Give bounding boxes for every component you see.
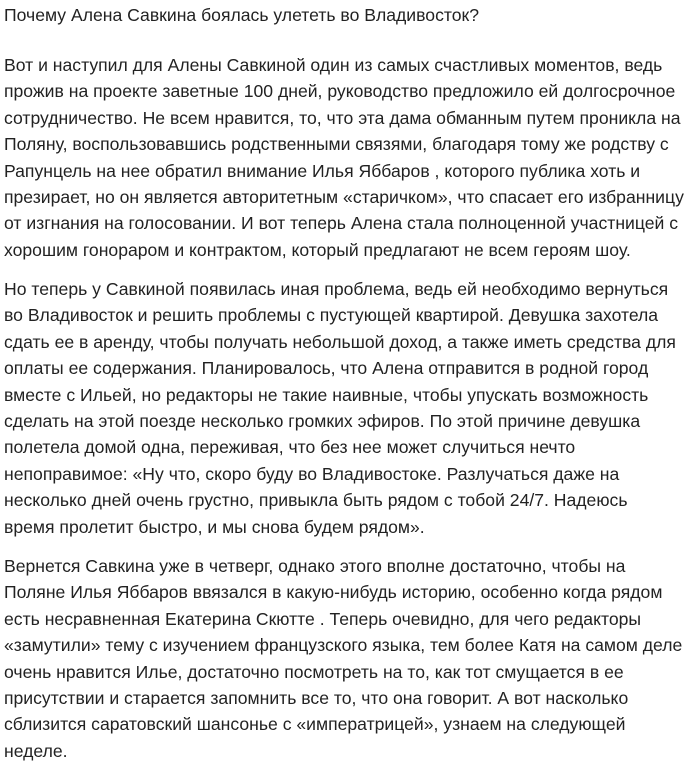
paragraph-line: во Владивосток и решить проблемы с пустующей квартирой. Девушка захотела [4, 305, 659, 326]
article-title: Почему Алена Савкина боялась улететь во Владивосток? [4, 5, 479, 25]
paragraph-line: сдать ее в аренду, чтобы получать небольшой доход, а также иметь средства для [4, 331, 676, 352]
paragraph-line: непоправимое: «Ну что, скоро буду во Владивостоке. Разлучаться даже на [4, 463, 620, 484]
paragraph-2 [4, 276, 676, 540]
paragraph-line: неделе. [4, 740, 68, 761]
paragraph-line: презирает, но он является авторитетным «старичком», что спасает его избранницу [4, 186, 684, 207]
paragraph-line: оплаты ее содержания. Планировалось, что Алена отправится в родной город [4, 358, 649, 379]
paragraph-line: полетела домой одна, переживая, что без нее может случиться нечто [4, 437, 576, 458]
paragraph-line: Вернется Савкина уже в четверг, однако этого вполне достаточно, чтобы на [4, 556, 626, 576]
paragraph-line: сотрудничество. Не всем нравится, то, что эта дама обманным путем проникла на [4, 107, 681, 128]
paragraph-line: от изгнания на голосовании. И вот теперь Алена стала полноценной участницей с [4, 213, 679, 234]
paragraph-line: Вот и наступил для Алены Савкиной один из самых счастливых моментов, ведь [4, 55, 663, 75]
paragraph-line: сделать на этой поезде несколько громких эфиров. По этой причине девушка [4, 410, 641, 431]
paragraph-line: Поляну, воспользовавшись родственными связями, благодаря тому же родству с [4, 134, 669, 155]
paragraph-line: время пролетит быстро, и мы снова будем рядом». [4, 516, 425, 537]
paragraph-line: Рапунцель на нее обратил внимание Илья Яббаров , которого публика хоть и [4, 160, 641, 181]
paragraph-line: Но теперь у Савкиной появилась иная проблема, ведь ей необходимо вернуться [4, 279, 669, 299]
paragraph-line: есть несравненная Екатерина Скютте . Теперь очевидно, для чего редакторы [4, 608, 642, 629]
paragraph-line: хорошим гонораром и контрактом, который предлагают не всем героям шоу. [4, 239, 631, 260]
paragraph-1 [4, 52, 684, 263]
paragraph-line: прожив на проекте заветные 100 дней, руководство предложило ей долгосрочное [4, 81, 676, 102]
paragraph-line: Поляне Илья Яббаров ввязался в какую-нибудь историю, особенно когда рядом [4, 582, 663, 603]
paragraph-line: «замутили» тему с изучением французского языка, тем более Катя на самом деле [4, 635, 683, 656]
paragraph-line: сблизится саратовский шансонье с «императрицей», узнаем на следующей [4, 714, 626, 735]
paragraph-line: очень нравится Илье, достаточно посмотреть на то, как тот смущается в ее [4, 661, 624, 682]
paragraph-line: вместе с Ильей, но редакторы не такие наивные, чтобы упускать возможность [4, 384, 649, 405]
paragraph-3 [4, 553, 682, 764]
paragraph-line: несколько дней очень грустно, привыкла быть рядом с тобой 24/7. Надеюсь [4, 490, 628, 511]
paragraph-line: присутствии и старается запомнить все то, что она говорит. А вот насколько [4, 687, 629, 708]
